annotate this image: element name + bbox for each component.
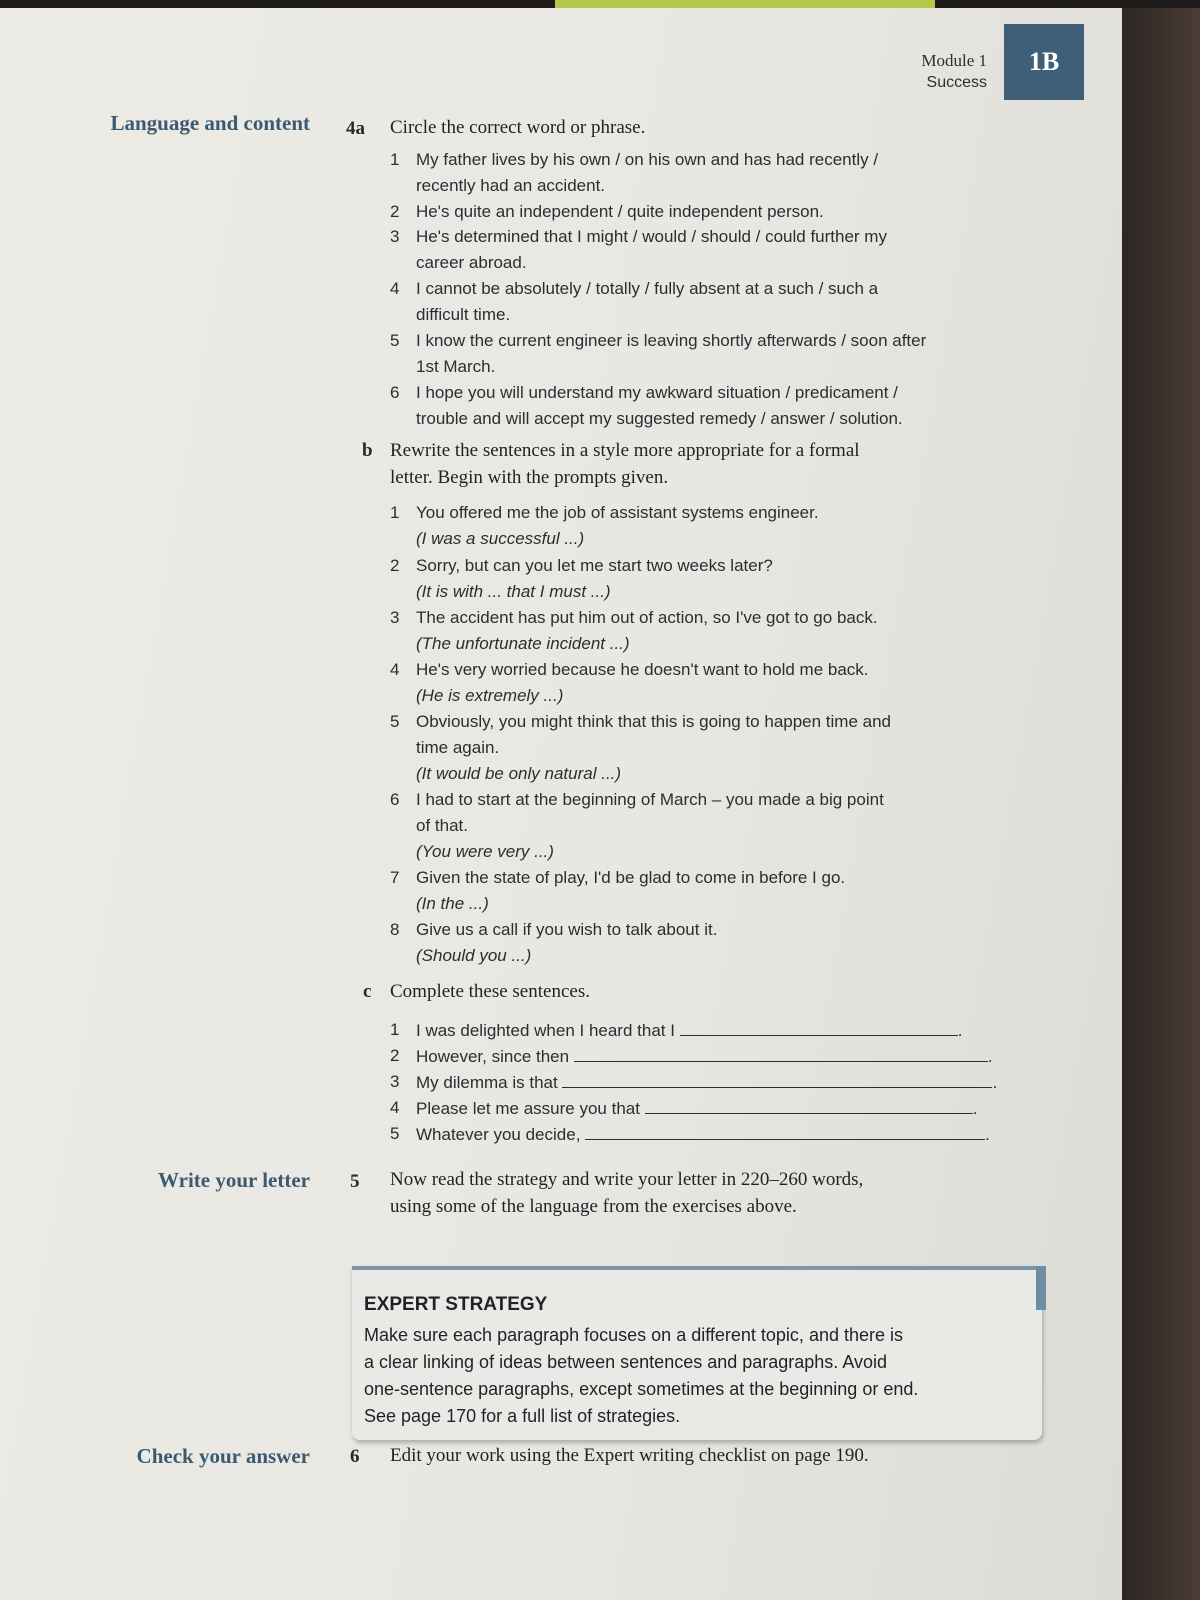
strategy-tab (1036, 1266, 1046, 1310)
exercise-4a-item: 6 I hope you will understand my awkward situation / predicament / trouble and will accept my suggested remedy / answer / solution. (390, 383, 903, 428)
exercise-4c-instruction: Complete these sentences. (390, 981, 590, 1002)
exercise-number-5: 5 (350, 1171, 360, 1192)
exercise-4b-item: 7 Given the state of play, I'd be glad to come in before I go. (In the ...) (390, 865, 1010, 891)
exercise-4a-item: 2 He's quite an independent / quite independent person. (390, 202, 824, 221)
exercise-number-4a: 4a (346, 118, 365, 139)
section-label-language: Language and content (110, 111, 310, 135)
prompt: (In the ...) (416, 894, 489, 913)
exercise-letter-b: b (362, 440, 373, 461)
exercise-4a-item: 5 I know the current engineer is leaving shortly afterwards / soon after 1st March. (390, 331, 927, 376)
exercise-number-6: 6 (350, 1446, 360, 1467)
exercise-4b-item: 6 I had to start at the beginning of March – you made a big point of that. (You were very ...) (390, 787, 1010, 813)
section-label-write: Write your letter (158, 1168, 310, 1192)
answer-blank[interactable] (585, 1121, 985, 1140)
module-number: Module 1 (921, 51, 987, 70)
prompt: (You were very ...) (416, 842, 554, 861)
strategy-title: EXPERT STRATEGY (364, 1294, 548, 1315)
exercise-letter-c: c (363, 981, 372, 1002)
exercise-4c-item: 1 I was delighted when I heard that I . (390, 1017, 1010, 1043)
exercise-4c-item: 4 Please let me assure you that . (390, 1095, 1010, 1121)
exercise-4c-item: 5 Whatever you decide, . (390, 1121, 1010, 1147)
answer-blank[interactable] (562, 1069, 992, 1088)
module-header (921, 50, 987, 94)
expert-strategy-box (352, 1266, 1042, 1440)
answer-blank[interactable] (645, 1095, 973, 1114)
prompt: (It is with ... that I must ...) (416, 582, 611, 601)
page-edge-shadow (1122, 8, 1200, 1600)
prompt: (Should you ...) (416, 946, 532, 965)
answer-blank[interactable] (574, 1043, 988, 1062)
module-topic: Success (926, 74, 987, 91)
exercise-4a-item: 4 I cannot be absolutely / totally / fully absent at a such / such a difficult time. (390, 279, 879, 324)
exercise-4b-item: 2 Sorry, but can you let me start two weeks later? (It is with ... that I must ...) (390, 553, 1010, 579)
prompt: (He is extremely ...) (416, 686, 564, 705)
unit-badge: 1B (1004, 24, 1084, 100)
exercise-4a-item: 3 He's determined that I might / would / should / could further my career abroad. (390, 227, 887, 272)
exercise-4a-item: 1 My father lives by his own / on his own and has had recently / recently had an accident. (390, 150, 879, 195)
exercise-4b-instruction: Rewrite the sentences in a style more appropriate for a formal letter. Begin with the prompts given. (390, 440, 860, 488)
exercise-4b-item: 8 Give us a call if you wish to talk about it. (Should you ...) (390, 917, 1010, 943)
book-page (0, 8, 1122, 1600)
section-label-check: Check your answer (136, 1444, 310, 1468)
prompt: (I was a successful ...) (416, 529, 585, 548)
prompt: (The unfortunate incident ...) (416, 634, 630, 653)
exercise-4b-item: 4 He's very worried because he doesn't want to hold me back. (He is extremely ...) (390, 657, 1010, 683)
exercise-4c-item: 2 However, since then . (390, 1043, 1010, 1069)
exercise-5-instruction: Now read the strategy and write your letter in 220–260 words, using some of the language from the exercises above. (390, 1169, 864, 1217)
answer-blank[interactable] (680, 1017, 958, 1036)
exercise-4c-item: 3 My dilemma is that . (390, 1069, 1010, 1095)
exercise-4b-item: 5 Obviously, you might think that this is going to happen time and time again. (It would be only natural ...) (390, 709, 1010, 735)
prompt: (It would be only natural ...) (416, 764, 622, 783)
exercise-4b-item: 1 You offered me the job of assistant systems engineer. (I was a successful ...) (390, 500, 1010, 526)
strategy-body: Make sure each paragraph focuses on a different topic, and there is a clear linking of ideas between sentences and paragraphs. Avoid one-sentence paragraphs, except sometimes at the beginning or end. See page 170 for a full list of strategies. (364, 1325, 919, 1426)
exercise-6-instruction: Edit your work using the Expert writing checklist on page 190. (390, 1445, 869, 1466)
exercise-4a-instruction: Circle the correct word or phrase. (390, 117, 646, 138)
exercise-4b-item: 3 The accident has put him out of action, so I've got to go back. (The unfortunate incident ...) (390, 605, 1010, 631)
